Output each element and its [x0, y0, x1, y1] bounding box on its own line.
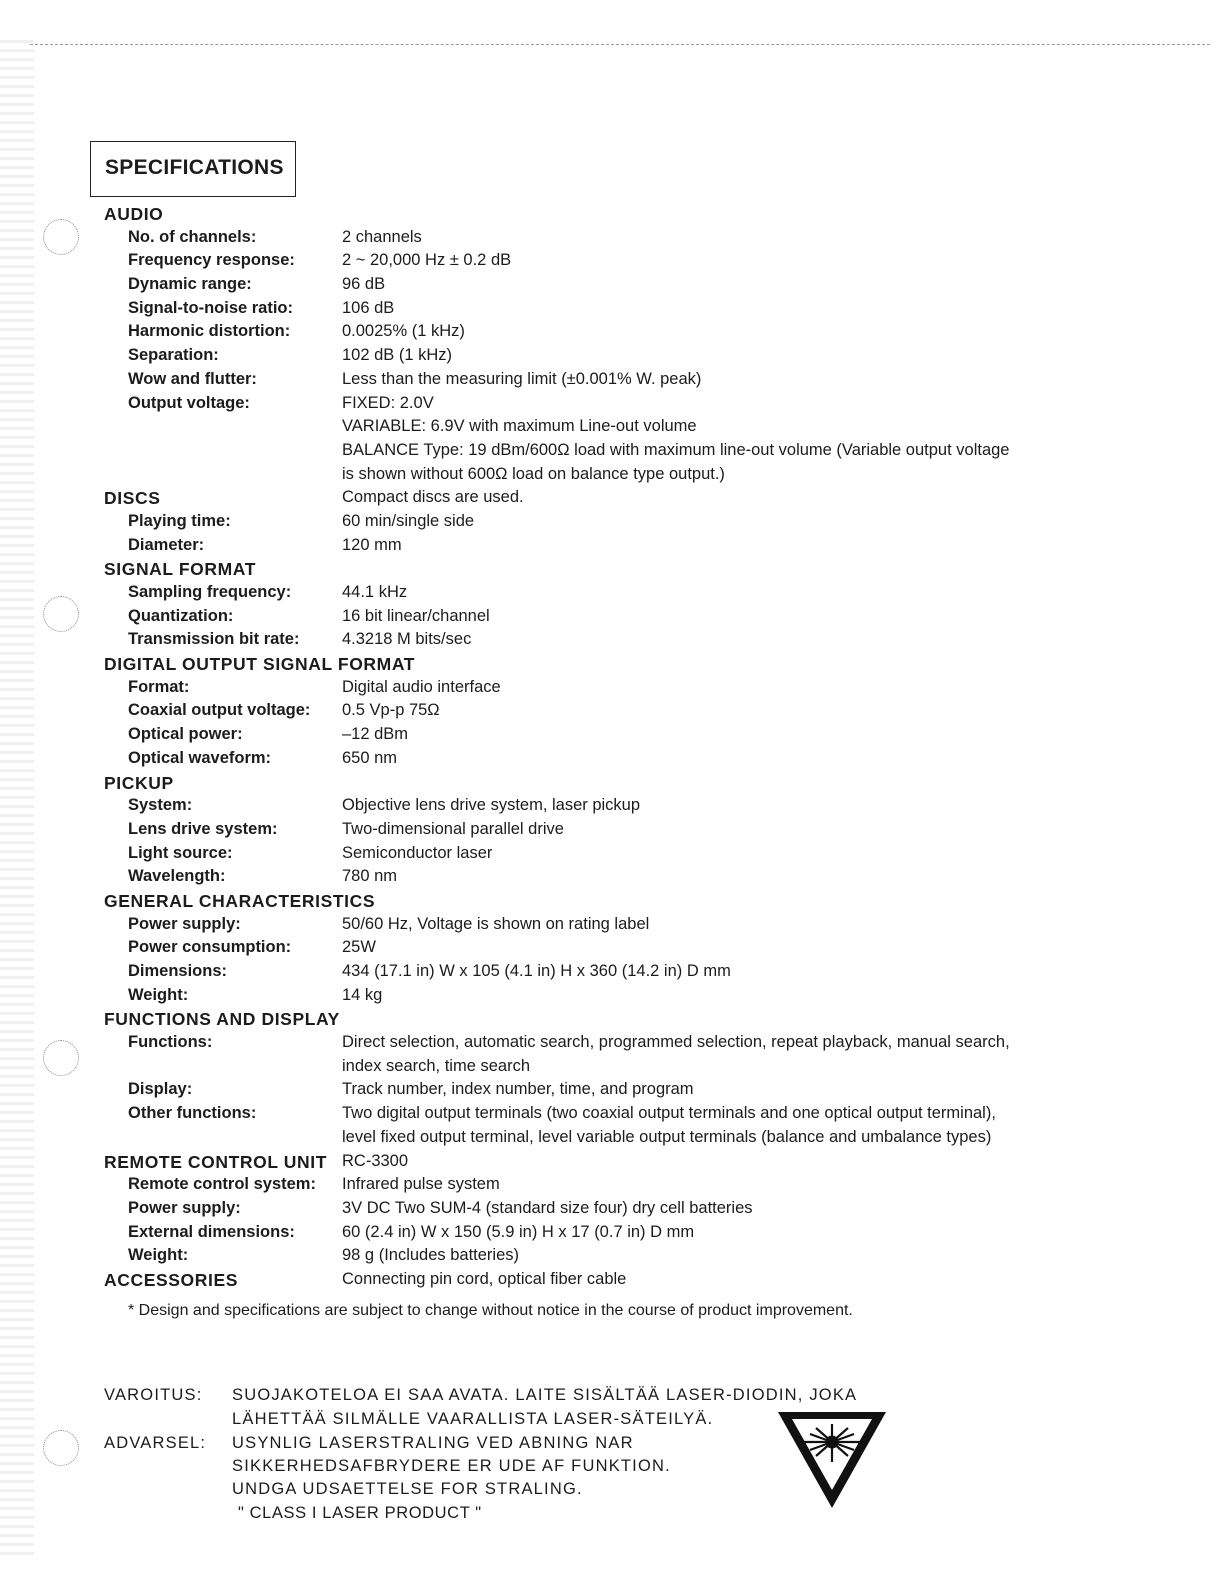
spec-row: [0, 417, 1224, 441]
spec-label: Sampling frequency:: [128, 583, 292, 601]
spec-section-row: [0, 891, 1224, 915]
spec-row: [0, 1199, 1224, 1223]
spec-section-title: SIGNAL FORMAT: [104, 559, 257, 580]
spec-value: 106 dB: [342, 298, 395, 317]
spec-row: [0, 630, 1224, 654]
spec-value: Connecting pin cord, optical fiber cable: [342, 1269, 627, 1288]
spec-value: 44.1 kHz: [342, 583, 408, 601]
spec-value: 434 (17.1 in) W x 105 (4.1 in) H x 360 (14.2 in) D mm: [342, 962, 731, 980]
spec-section-row: [0, 1152, 1224, 1176]
spec-label: Frequency response:: [128, 251, 295, 270]
spec-row: [0, 299, 1224, 323]
spec-label: Output voltage:: [128, 393, 250, 412]
spec-value: 50/60 Hz, Voltage is shown on rating label: [342, 914, 650, 933]
spec-row: [0, 1175, 1224, 1199]
spec-value: 780 nm: [342, 867, 398, 886]
spec-list: [0, 204, 1224, 1294]
spec-section-title: FUNCTIONS AND DISPLAY: [104, 1009, 340, 1030]
spec-row: [0, 346, 1224, 370]
spec-value: 96 dB: [342, 275, 386, 294]
spec-section-row: [0, 773, 1224, 797]
spec-label: Other functions:: [128, 1104, 257, 1123]
spec-value: 102 dB (1 kHz): [342, 346, 453, 365]
spec-label: Functions:: [128, 1033, 213, 1052]
spec-row: [0, 938, 1224, 962]
spec-label: Diameter:: [128, 535, 205, 554]
spec-label: Power supply:: [128, 914, 241, 933]
footnote: * Design and specifications are subject to change without notice in the course of product improvement.: [128, 1302, 853, 1319]
advarsel-line: SIKKERHEDSAFBRYDERE ER UDE AF FUNKTION.: [232, 1457, 671, 1475]
spec-label: Optical power:: [128, 725, 243, 744]
spec-value: VARIABLE: 6.9V with maximum Line-out volume: [342, 417, 697, 436]
spec-label: Dimensions:: [128, 962, 228, 980]
spec-label: Light source:: [128, 843, 233, 862]
spec-section-title: AUDIO: [104, 204, 164, 224]
spec-value: Direct selection, automatic search, programmed selection, repeat playback, manual search,: [342, 1033, 1010, 1052]
spec-label: Remote control system:: [128, 1175, 316, 1194]
spec-value: 60 min/single side: [342, 511, 475, 530]
spec-row: [0, 1057, 1224, 1081]
spec-value: Digital audio interface: [342, 677, 501, 696]
spec-row: [0, 701, 1224, 725]
spec-value: is shown without 600Ω load on balance type output.): [342, 464, 725, 483]
spec-row: [0, 370, 1224, 394]
spec-row: [0, 512, 1224, 536]
spec-value: 650 nm: [342, 748, 398, 767]
spec-value: 120 mm: [342, 535, 402, 554]
spec-label: Optical waveform:: [128, 748, 272, 767]
spec-value: Semiconductor laser: [342, 843, 493, 862]
spec-label: Dynamic range:: [128, 275, 252, 294]
spec-row: [0, 725, 1224, 749]
spec-row: [0, 1223, 1224, 1247]
spec-value: Track number, index number, time, and program: [342, 1080, 694, 1099]
spec-label: Power supply:: [128, 1198, 241, 1217]
spec-row: [0, 1080, 1224, 1104]
spec-section-row: [0, 654, 1224, 678]
spec-label: System:: [128, 796, 193, 815]
page-title: SPECIFICATIONS: [105, 156, 284, 179]
spec-value: RC-3300: [342, 1151, 409, 1170]
spec-row: [0, 962, 1224, 986]
varoitus-label: VAROITUS:: [104, 1386, 203, 1404]
spec-section-title: DISCS: [104, 488, 161, 509]
spec-row: [0, 844, 1224, 868]
spec-value: FIXED: 2.0V: [342, 393, 434, 412]
spec-value: –12 dBm: [342, 725, 409, 744]
spec-row: [0, 986, 1224, 1010]
spec-row: [0, 607, 1224, 631]
spec-section-title: GENERAL CHARACTERISTICS: [104, 890, 376, 911]
spec-label: Power consumption:: [128, 938, 292, 957]
spec-value: Two digital output terminals (two coaxial output terminals and one optical output terminal),: [342, 1104, 996, 1123]
spec-label: Display:: [128, 1080, 193, 1099]
page-top-rule: [30, 44, 1210, 45]
spec-value: 4.3218 M bits/sec: [342, 630, 472, 649]
spec-label: Separation:: [128, 346, 219, 365]
spec-value: Less than the measuring limit (±0.001% W. peak): [342, 369, 702, 388]
spec-label: Quantization:: [128, 606, 234, 625]
spec-value: 3V DC Two SUM-4 (standard size four) dry cell batteries: [342, 1198, 753, 1217]
spec-row: [0, 867, 1224, 891]
spec-section-title: ACCESSORIES: [104, 1269, 238, 1290]
spec-label: Coaxial output voltage:: [128, 701, 311, 720]
spec-row: [0, 915, 1224, 939]
spec-value: 60 (2.4 in) W x 150 (5.9 in) H x 17 (0.7 in) D mm: [342, 1222, 695, 1241]
advarsel-line: USYNLIG LASERSTRALING VED ABNING NAR: [232, 1434, 634, 1452]
spec-row: [0, 583, 1224, 607]
varoitus-line: LÄHETTÄÄ SILMÄLLE VAARALLISTA LASER-SÄTEILYÄ.: [232, 1410, 714, 1428]
spec-row: [0, 441, 1224, 465]
spec-row: [0, 275, 1224, 299]
spec-section-row: [0, 1009, 1224, 1033]
spec-row: [0, 228, 1224, 252]
spec-label: External dimensions:: [128, 1222, 295, 1241]
spec-section-title: DIGITAL OUTPUT SIGNAL FORMAT: [104, 654, 416, 675]
spec-row: [0, 749, 1224, 773]
spec-value: 0.0025% (1 kHz): [342, 322, 465, 341]
spec-row: [0, 465, 1224, 489]
spec-label: Wow and flutter:: [128, 369, 257, 388]
spec-section-row: [0, 204, 1224, 228]
spec-value: BALANCE Type: 19 dBm/600Ω load with maximum line-out volume (Variable output voltage: [342, 440, 1010, 459]
spec-row: [0, 678, 1224, 702]
varoitus-line: SUOJAKOTELOA EI SAA AVATA. LAITE SISÄLTÄÄ LASER-DIODIN, JOKA: [232, 1386, 858, 1404]
spec-row: [0, 322, 1224, 346]
spec-row: [0, 1104, 1224, 1128]
spec-row: [0, 1128, 1224, 1152]
spec-value: 16 bit linear/channel: [342, 606, 490, 625]
spec-label: Harmonic distortion:: [128, 322, 291, 341]
spec-row: [0, 394, 1224, 418]
spec-section-title: PICKUP: [104, 772, 174, 793]
spec-row: [0, 251, 1224, 275]
spec-value: Two-dimensional parallel drive: [342, 819, 564, 838]
spec-section-row: [0, 488, 1224, 512]
spec-value: 98 g (Includes batteries): [342, 1246, 520, 1265]
spec-label: Wavelength:: [128, 867, 226, 886]
spec-value: 2 channels: [342, 227, 422, 246]
spec-section-row: [0, 559, 1224, 583]
advarsel-line: UNDGA UDSAETTELSE FOR STRALING.: [232, 1480, 583, 1498]
spec-value: Objective lens drive system, laser pickup: [342, 796, 641, 815]
spec-row: [0, 1033, 1224, 1057]
class-laser-label: " CLASS I LASER PRODUCT ": [238, 1504, 482, 1522]
spec-section-row: [0, 1270, 1224, 1294]
punch-hole-mark: [43, 1430, 79, 1466]
spec-section-title: REMOTE CONTROL UNIT: [104, 1151, 328, 1172]
spec-row: [0, 796, 1224, 820]
advarsel-label: ADVARSEL:: [104, 1434, 207, 1452]
specifications-heading-box: [90, 141, 296, 197]
spec-value: index search, time search: [342, 1056, 531, 1075]
spec-value: 25W: [342, 938, 376, 957]
spec-value: 2 ~ 20,000 Hz ± 0.2 dB: [342, 251, 512, 270]
spec-label: Playing time:: [128, 511, 231, 530]
spec-value: level fixed output terminal, level variable output terminals (balance and umbalance types): [342, 1127, 992, 1146]
spec-label: Weight:: [128, 985, 189, 1004]
spec-label: Format:: [128, 677, 190, 696]
spec-label: Signal-to-noise ratio:: [128, 298, 293, 317]
spec-value: Infrared pulse system: [342, 1175, 500, 1194]
spec-row: [0, 1246, 1224, 1270]
spec-value: Compact discs are used.: [342, 488, 524, 507]
spec-row: [0, 536, 1224, 560]
spec-label: Weight:: [128, 1246, 189, 1265]
spec-label: No. of channels:: [128, 227, 257, 246]
spec-value: 0.5 Vp-p 75Ω: [342, 701, 440, 720]
laser-warning-triangle-icon: [774, 1408, 890, 1512]
spec-row: [0, 820, 1224, 844]
spec-label: Transmission bit rate:: [128, 630, 300, 649]
spec-label: Lens drive system:: [128, 819, 278, 838]
spec-value: 14 kg: [342, 985, 383, 1004]
